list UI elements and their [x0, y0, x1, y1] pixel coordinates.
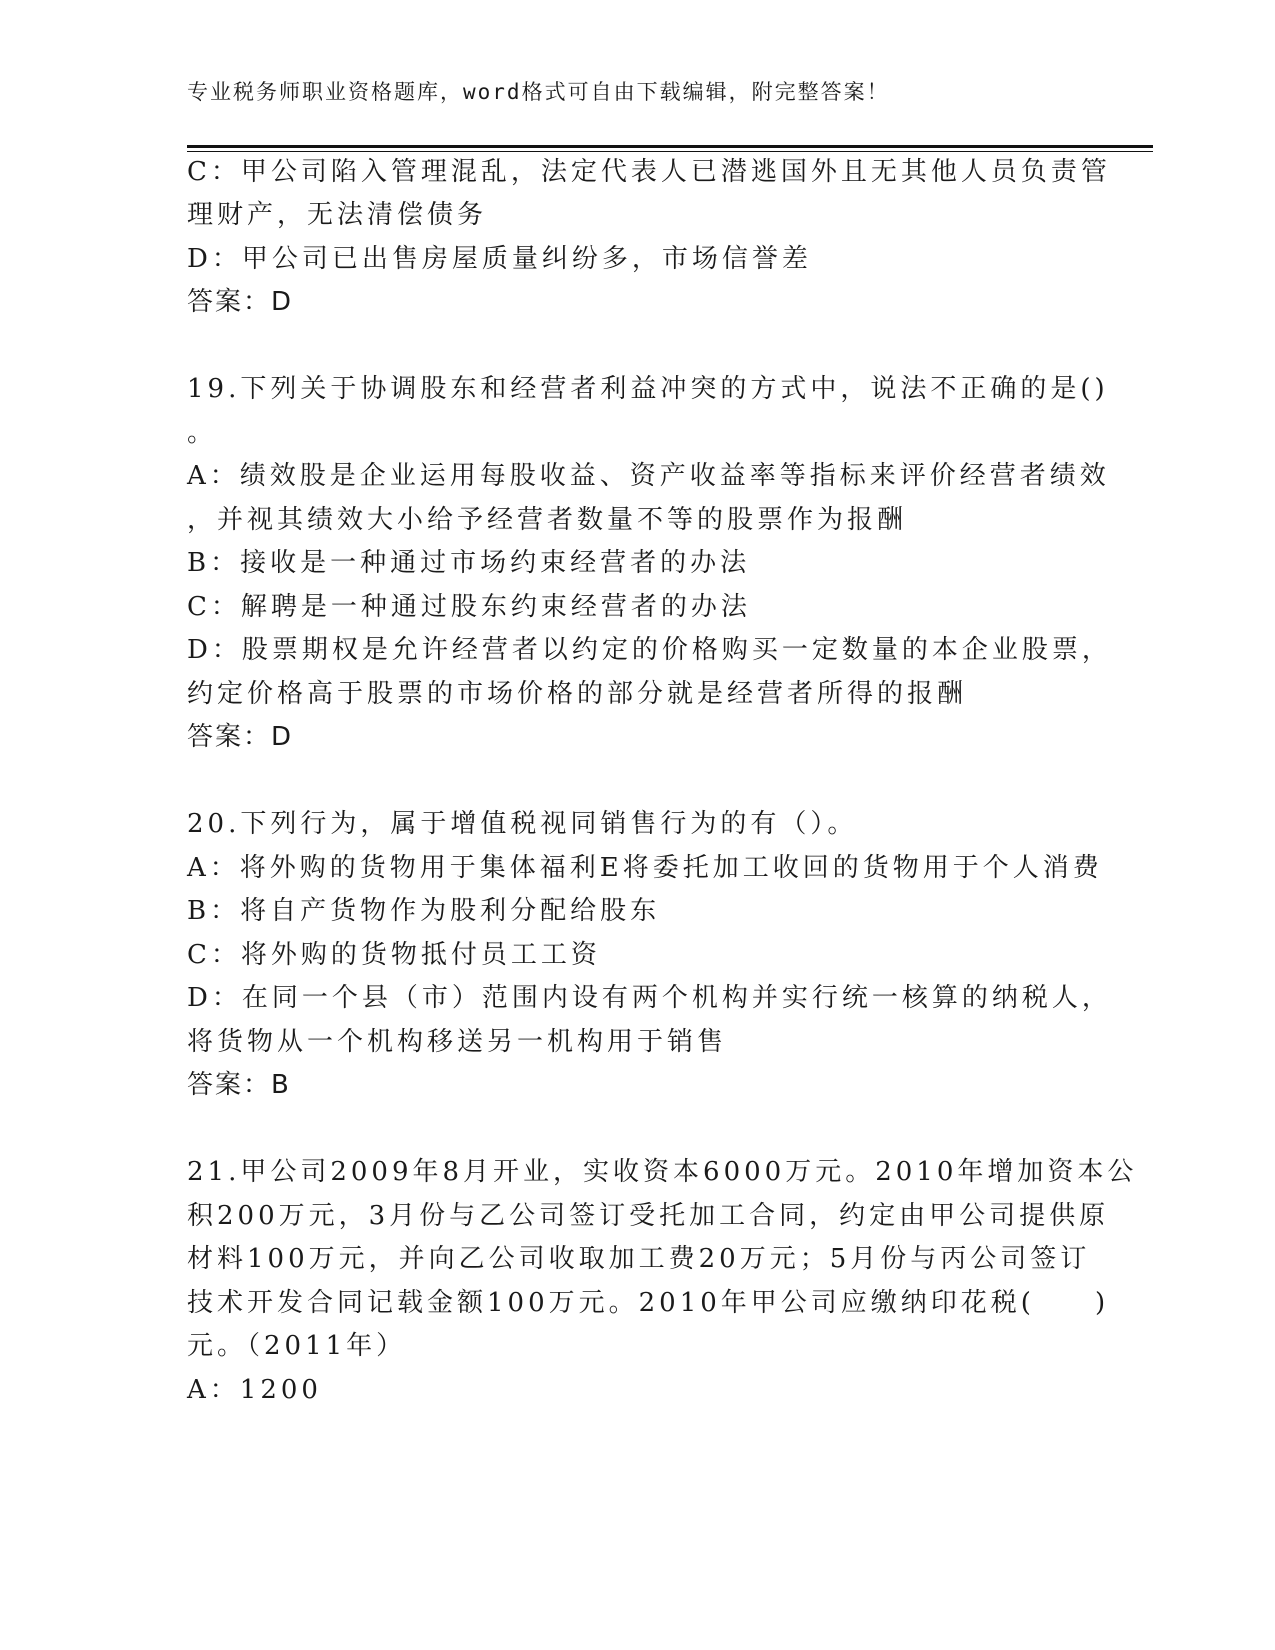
question-18-option-d: D：甲公司已出售房屋质量纠纷多，市场信誉差	[187, 244, 812, 274]
question-18-option-c-line-2: 理财产，无法清偿债务	[187, 200, 488, 230]
question-21-stem-line-3: 材料100万元，并向乙公司收取加工费20万元；5月份与丙公司签订	[187, 1244, 1091, 1274]
question-19-option-c: C：解聘是一种通过股东约束经营者的办法	[187, 592, 751, 622]
question-20-option-d-line-1: D：在同一个县（市）范围内设有两个机构并实行统一核算的纳税人，	[187, 983, 1112, 1013]
question-19-answer: 答案：D	[187, 722, 294, 752]
question-18-option-c-line-1: C：甲公司陷入管理混乱，法定代表人已潜逃国外且无其他人员负责管	[187, 157, 1111, 187]
question-19-option-d-line-1: D：股票期权是允许经营者以约定的价格购买一定数量的本企业股票，	[187, 635, 1112, 665]
question-20-option-c: C：将外购的货物抵付员工工资	[187, 940, 601, 970]
document-header: 专业税务师职业资格题库，word格式可自由下载编辑，附完整答案！	[187, 80, 890, 104]
question-21-option-a: A：1200	[187, 1375, 322, 1405]
question-21-stem-line-5: 元。（2011年）	[187, 1331, 407, 1361]
question-19-stem-line-1: 19.下列关于协调股东和经营者利益冲突的方式中，说法不正确的是()	[187, 374, 1109, 404]
header-rule-thick	[187, 145, 1153, 148]
question-19-option-d-line-2: 约定价格高于股票的市场价格的部分就是经营者所得的报酬	[187, 679, 968, 709]
question-19-option-a-line-1: A：绩效股是企业运用每股收益、资产收益率等指标来评价经营者绩效	[187, 461, 1110, 491]
question-21-stem-line-1: 21.甲公司2009年8月开业，实收资本6000万元。2010年增加资本公	[187, 1157, 1138, 1187]
question-20-option-a: A：将外购的货物用于集体福利E将委托加工收回的货物用于个人消费	[187, 853, 1103, 883]
question-20-option-d-line-2: 将货物从一个机构移送另一机构用于销售	[187, 1027, 728, 1057]
question-20-stem: 20.下列行为，属于增值税视同销售行为的有（）。	[187, 809, 858, 839]
question-19-option-a-line-2: ，并视其绩效大小给予经营者数量不等的股票作为报酬	[187, 505, 908, 535]
question-21-stem-line-2: 积200万元，3月份与乙公司签订受托加工合同，约定由甲公司提供原	[187, 1201, 1110, 1231]
question-18-answer: 答案：D	[187, 287, 294, 317]
question-20-answer: 答案：B	[187, 1070, 291, 1100]
question-19-stem-line-2: 。	[187, 418, 218, 448]
question-21-stem-line-4: 技术开发合同记载金额100万元。2010年甲公司应缴纳印花税( )	[187, 1288, 1110, 1318]
question-19-option-b: B：接收是一种通过市场约束经营者的办法	[187, 548, 751, 578]
question-20-option-b: B：将自产货物作为股利分配给股东	[187, 896, 661, 926]
